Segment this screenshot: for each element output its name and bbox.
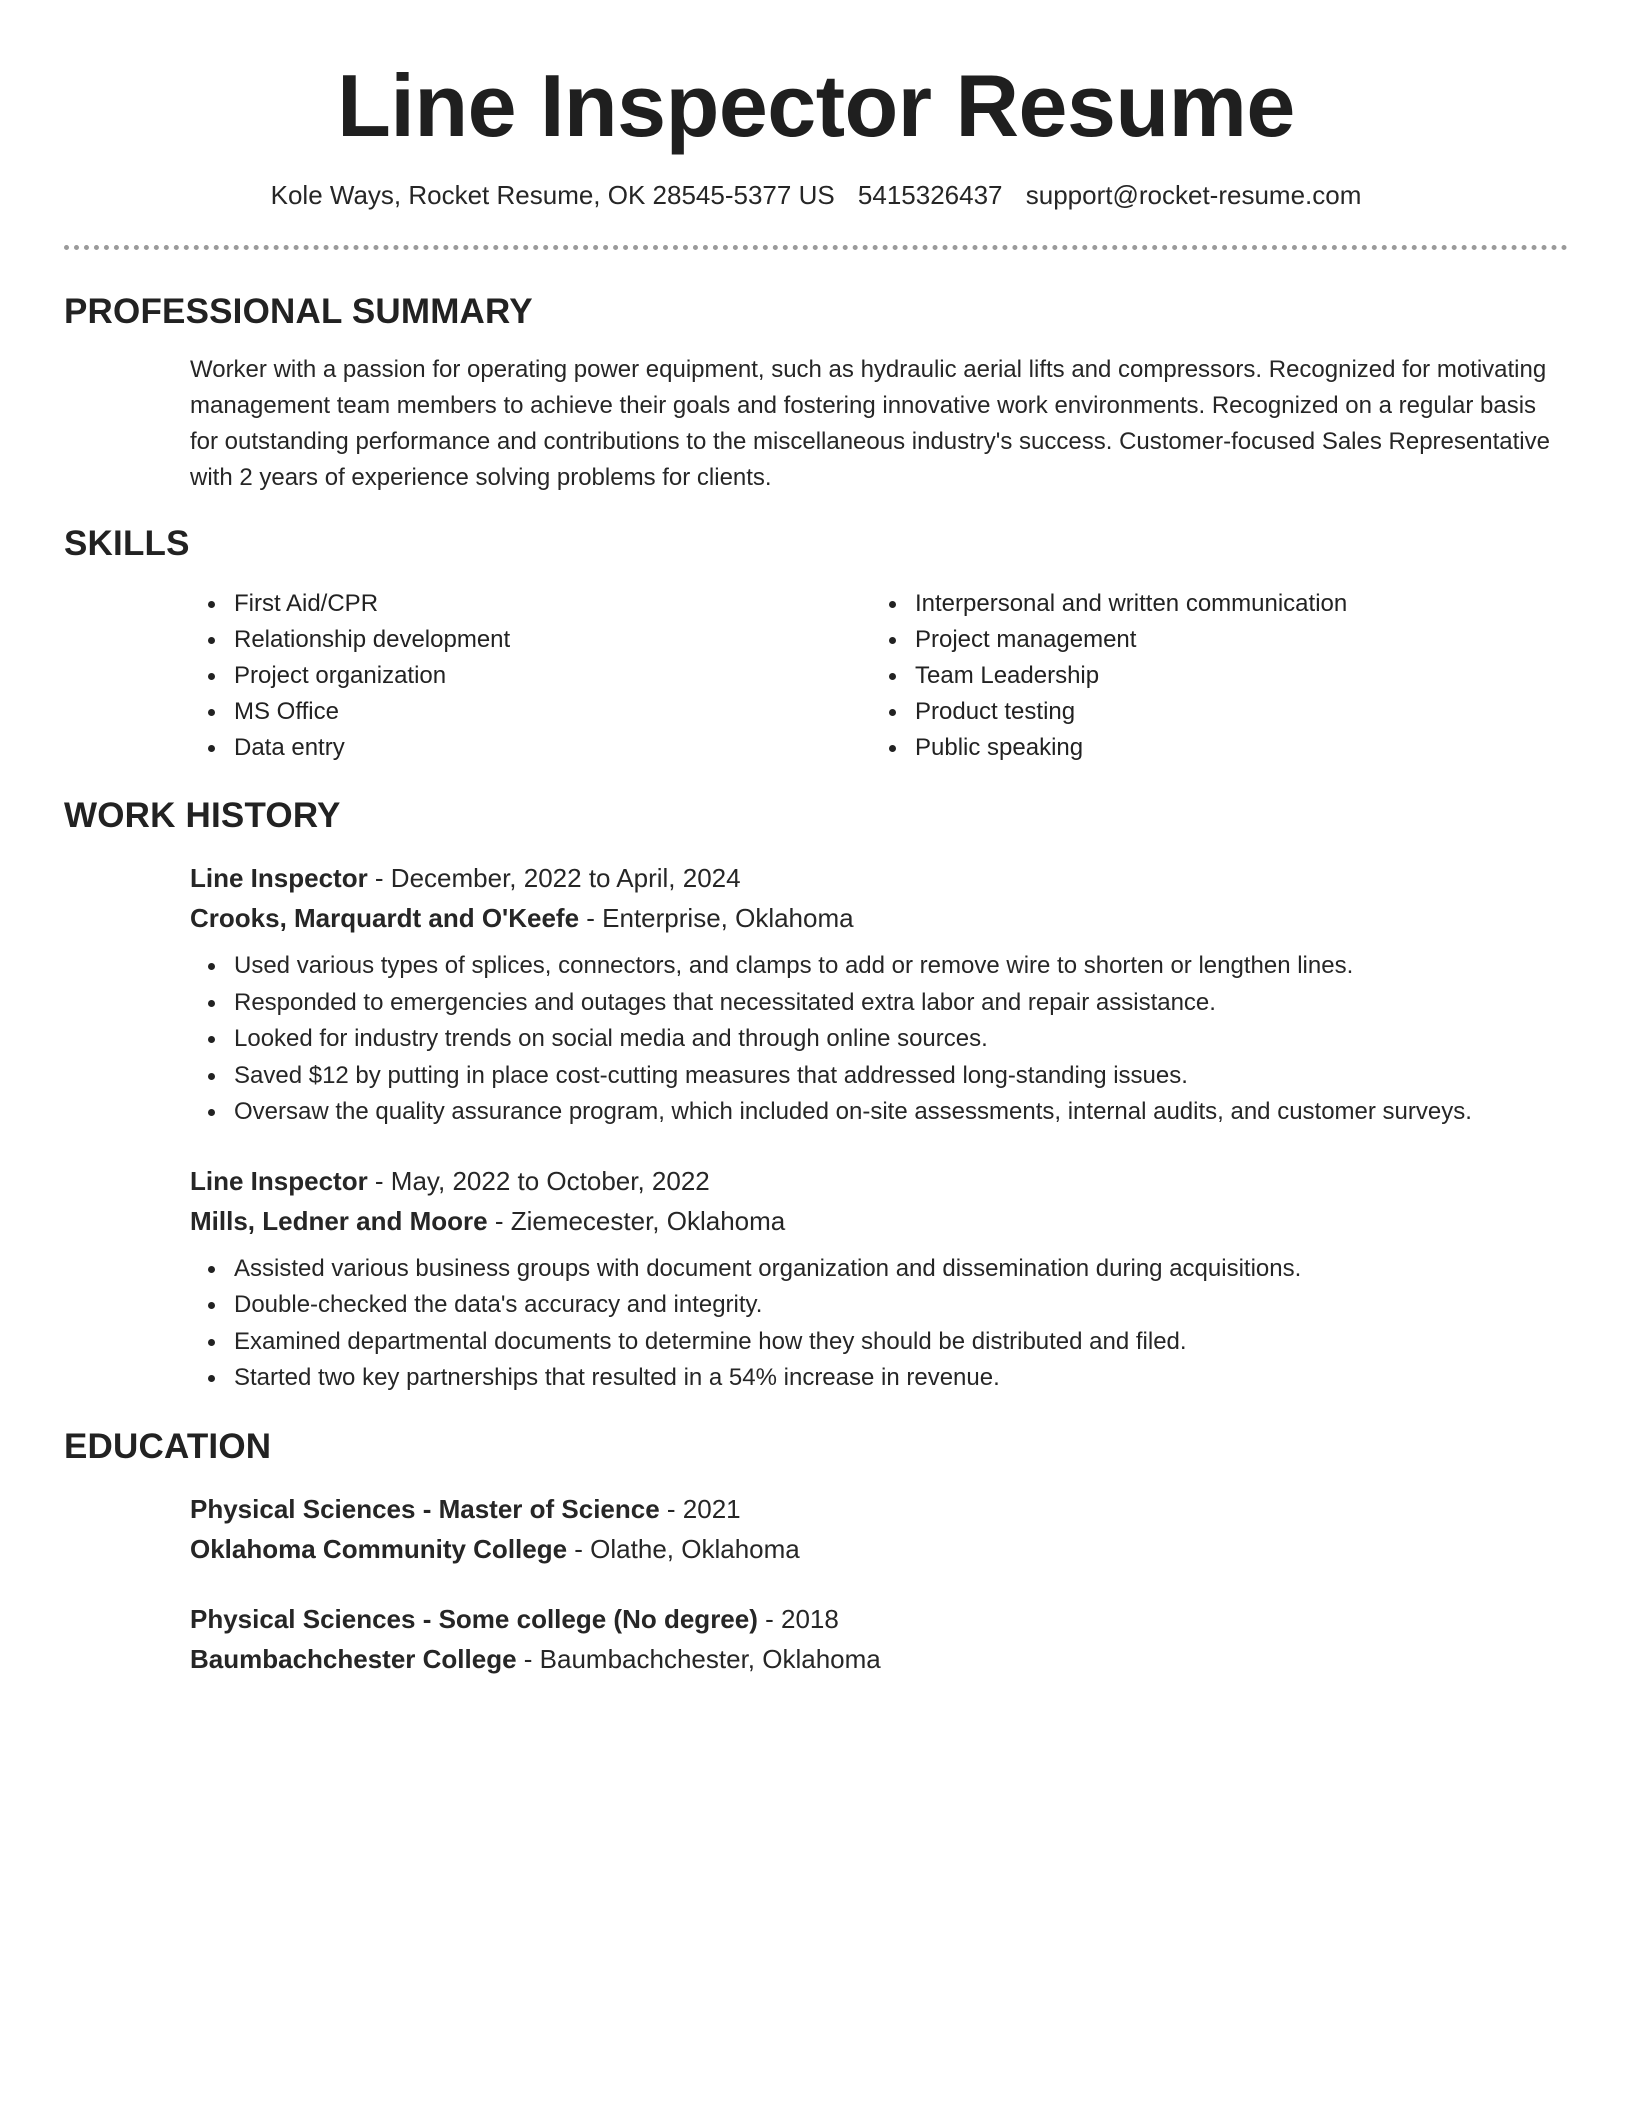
skill-item: Project organization [234, 658, 871, 694]
skill-item: Relationship development [234, 622, 871, 658]
skill-item: Team Leadership [915, 658, 1347, 694]
header-divider [64, 245, 1568, 250]
job-company-line [190, 1201, 1568, 1241]
education-entry [64, 1489, 1568, 1569]
skill-item: Project management [915, 622, 1347, 658]
skill-item: MS Office [234, 694, 871, 730]
job-dates: - December, 2022 to April, 2024 [367, 863, 741, 893]
section-title-work: WORK HISTORY [64, 796, 341, 835]
education-degree: Physical Sciences - Master of Science [190, 1493, 660, 1524]
skill-item: Interpersonal and written communication [915, 586, 1347, 622]
job-bullet: Saved $12 by putting in place cost-cutting measures that addressed long-standing issues. [234, 1058, 1568, 1095]
job-bullet: Double-checked the data's accuracy and integrity. [234, 1287, 1568, 1324]
education-entry [64, 1599, 1568, 1679]
contact-line [64, 180, 1568, 211]
job-bullet: Assisted various business groups with document organization and dissemination during acquisitions. [234, 1251, 1568, 1288]
job-bullet: Examined departmental documents to determine how they should be distributed and filed. [234, 1324, 1568, 1361]
job-company: Crooks, Marquardt and O'Keefe [190, 903, 580, 933]
education-school-line [190, 1529, 1568, 1569]
summary-text: Worker with a passion for operating power equipment, such as hydraulic aerial lifts and compressors. Recognized for motivating management team members to achieve their goals and fostering innovative work environments. Recognized on a regular basis for outstanding performance and contributions to the miscellaneous industry's success. Customer-focused Sales Representative with 2 years of experience solving problems for clients. [190, 356, 1550, 491]
education-school-line [190, 1639, 1568, 1679]
job-bullet: Used various types of splices, connectors, and clamps to add or remove wire to shorten or lengthen lines. [234, 948, 1568, 985]
education-school: Baumbachchester College [190, 1643, 517, 1674]
skill-item: First Aid/CPR [234, 586, 871, 622]
page-title: Line Inspector Resume [337, 56, 1295, 155]
job-bullets [190, 948, 1568, 1131]
job-bullets [190, 1251, 1568, 1397]
education-degree: Physical Sciences - Some college (No degree) [190, 1603, 758, 1634]
contact-email: support@rocket-resume.com [1025, 180, 1362, 210]
job-entry [64, 858, 1568, 1131]
skill-item: Public speaking [915, 730, 1347, 766]
job-bullet: Oversaw the quality assurance program, which included on-site assessments, internal audits, and customer surveys. [234, 1094, 1568, 1131]
education-year: - 2018 [757, 1603, 839, 1634]
job-title: Line Inspector [190, 863, 368, 893]
job-bullet: Started two key partnerships that resulted in a 54% increase in revenue. [234, 1360, 1568, 1397]
education-location: - Olathe, Oklahoma [567, 1533, 800, 1564]
skills-list [64, 586, 1568, 766]
contact-phone: 5415326437 [857, 180, 1003, 210]
skill-item: Data entry [234, 730, 871, 766]
job-dates: - May, 2022 to October, 2022 [367, 1165, 710, 1196]
section-title-summary: PROFESSIONAL SUMMARY [64, 292, 533, 331]
job-bullet: Looked for industry trends on social media and through online sources. [234, 1021, 1568, 1058]
section-title-skills: SKILLS [64, 524, 190, 563]
section-title-education: EDUCATION [64, 1426, 272, 1466]
skills-column-right [871, 586, 1347, 766]
job-location: - Enterprise, Oklahoma [579, 903, 854, 933]
job-title-line [190, 858, 1568, 898]
job-company-line [190, 898, 1568, 938]
job-title-line [190, 1161, 1568, 1201]
job-title: Line Inspector [190, 1165, 368, 1196]
education-year: - 2021 [659, 1493, 741, 1524]
skills-column-left [190, 586, 871, 766]
skill-item: Product testing [915, 694, 1347, 730]
education-degree-line [190, 1599, 1568, 1639]
contact-address: Kole Ways, Rocket Resume, OK 28545-5377 US [270, 180, 835, 210]
education-degree-line [190, 1489, 1568, 1529]
education-school: Oklahoma Community College [190, 1533, 568, 1564]
job-company: Mills, Ledner and Moore [190, 1205, 488, 1236]
job-entry [64, 1161, 1568, 1397]
education-location: - Baumbachchester, Oklahoma [516, 1643, 881, 1674]
job-bullet: Responded to emergencies and outages that necessitated extra labor and repair assistance. [234, 985, 1568, 1022]
job-location: - Ziemecester, Oklahoma [487, 1205, 786, 1236]
